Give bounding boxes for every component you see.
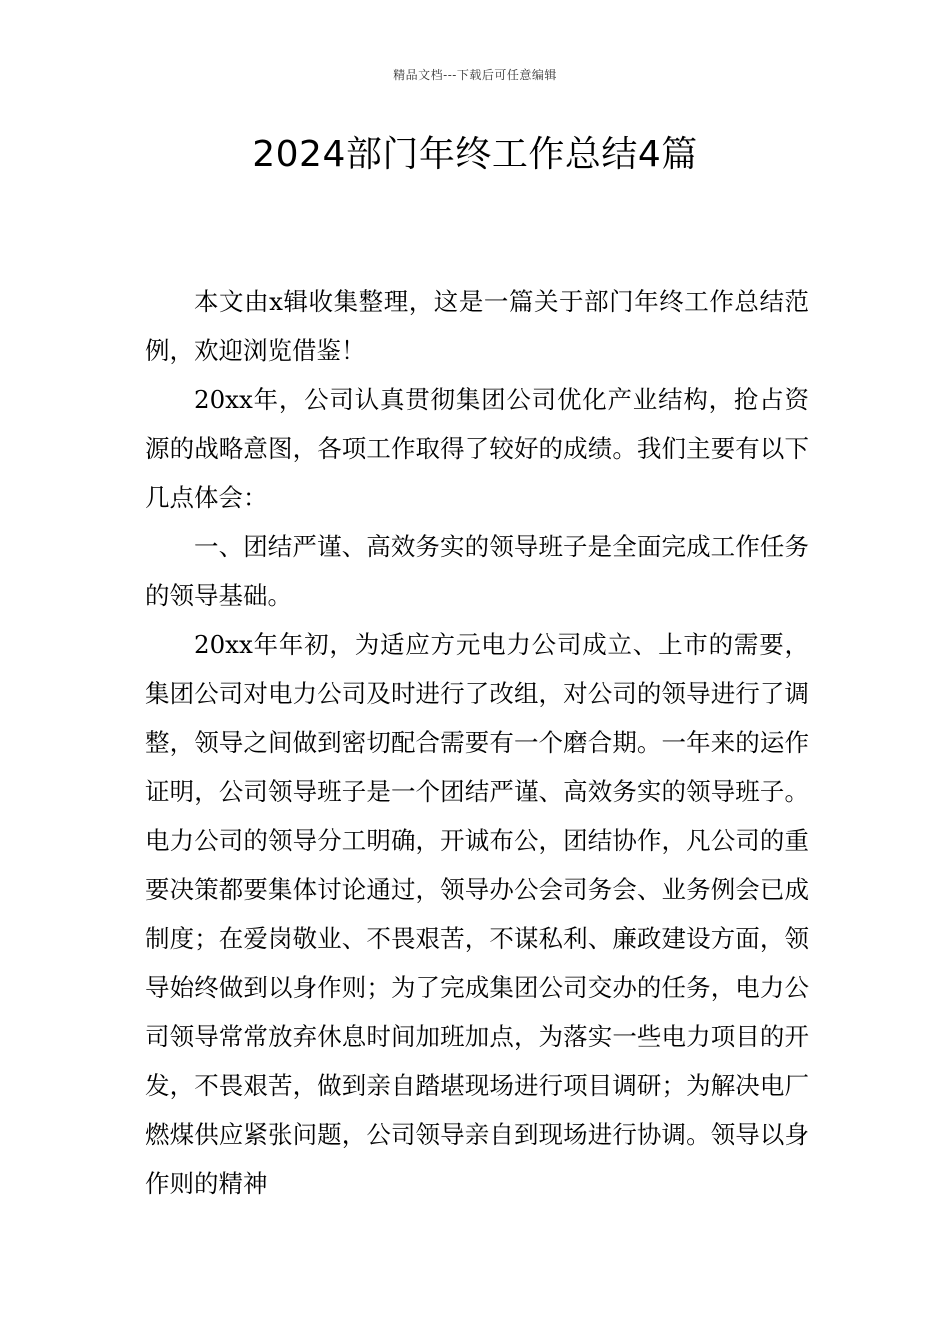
- paragraph-overview: 20xx年，公司认真贯彻集团公司优化产业结构，抢占资源的战略意图，各项工作取得了较好的成绩。我们主要有以下几点体会：: [145, 385, 809, 512]
- paragraph-heading-one: 一、团结严谨、高效务实的领导班子是全面完成工作任务的领导基础。: [145, 532, 809, 610]
- document-body: [145, 277, 809, 1208]
- header-note: 精品文档---下载后可任意编辑: [393, 68, 557, 82]
- paragraph-intro: 本文由x辑收集整理，这是一篇关于部门年终工作总结范例，欢迎浏览借鉴！: [145, 287, 809, 365]
- paragraph-leadership: 20xx年年初，为适应方元电力公司成立、上市的需要，集团公司对电力公司及时进行了改组，对公司的领导进行了调整，领导之间做到密切配合需要有一个磨合期。一年来的运作证明，公司领导班子是一个团结严谨、高效务实的领导班子。电力公司的领导分工明确，开诚布公，团结协作，凡公司的重要决策都要集体讨论通过，领导办公会司务会、业务例会已成制度；在爱岗敬业、不畏艰苦，不谋私利、廉政建设方面，领导始终做到以身作则；为了完成集团公司交办的任务，电力公司领导常常放弃休息时间加班加点，为落实一些电力项目的开发，不畏艰苦，做到亲自踏堪现场进行项目调研；为解决电厂燃煤供应紧张问题，公司领导亲自到现场进行协调。领导以身作则的精神: [145, 630, 809, 1198]
- document-title: 2024部门年终工作总结4篇: [252, 134, 698, 175]
